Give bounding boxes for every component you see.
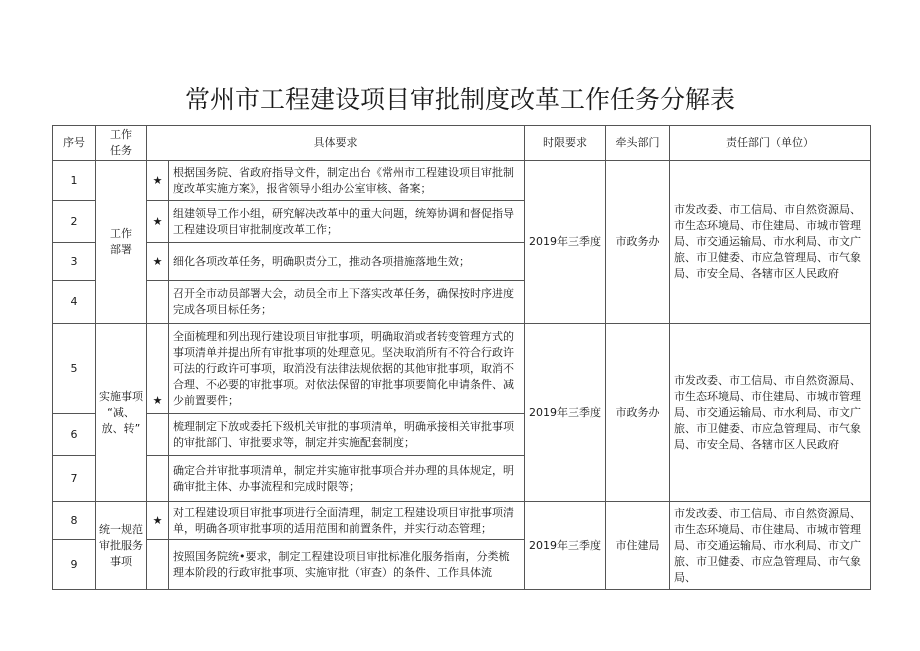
star-icon: ★	[147, 324, 169, 414]
header-task-line2: 任务	[110, 144, 132, 157]
responsible-cell: 市发改委、市工信局、市自然资源局、市生态环境局、市住建局、市城市管理局、市交通运输局、市水利局、市文广旅、市卫健委、市应急管理局、市气象局、市安全局、各辖市区人民政府	[670, 324, 871, 502]
group-task-line: 放、转”	[101, 421, 141, 435]
table-row	[53, 324, 871, 414]
group-task-line: 审批服务	[99, 538, 143, 552]
header-task	[96, 126, 147, 161]
page-title: 常州市工程建设项目审批制度改革工作任务分解表	[184, 85, 735, 114]
row-index: 5	[53, 324, 96, 414]
row-index: 9	[53, 540, 96, 590]
deadline-cell: 2019年三季度	[525, 324, 606, 502]
star-icon: ★	[147, 502, 169, 540]
header-row	[53, 126, 871, 161]
group-task-line: 统一规范	[99, 522, 143, 536]
header-lead: 牵头部门	[606, 126, 670, 161]
row-index: 1	[53, 161, 96, 201]
requirement-text: 细化各项改革任务，明确职责分工，推动各项措施落地生效；	[169, 243, 525, 281]
group-task-line: 实施事项	[99, 389, 143, 403]
table-row	[53, 502, 871, 540]
header-index: 序号	[53, 126, 96, 161]
deadline-cell: 2019年三季度	[525, 502, 606, 590]
star-icon: ★	[147, 161, 169, 201]
group-task-line: 部署	[110, 243, 132, 256]
star-icon: ★	[147, 243, 169, 281]
group-task	[96, 161, 147, 324]
requirement-text: 根据国务院、省政府指导文件，制定出台《常州市工程建设项目审批制度改革实施方案》，报省领导小组办公室审核、备案；	[169, 161, 525, 201]
group-task-line: “减、	[107, 405, 135, 419]
requirement-text: 全面梳理和列出现行建设项目审批事项，明确取消或者转变管理方式的事项清单并提出所有审批事项的处理意见。坚决取消所有不符合行政许可法的行政许可事项，取消没有法律法规依据的其他审批事项，取消不合理、不必要的审批事项。对依法保留的审批事项要简化申请条件、减少前置要件；	[169, 324, 525, 414]
star-icon: ★	[147, 201, 169, 243]
group-task	[96, 502, 147, 590]
row-index: 6	[53, 414, 96, 456]
requirement-text: 组建领导工作小组，研究解决改革中的重大问题，统筹协调和督促指导工程建设项目审批制度改革工作；	[169, 201, 525, 243]
responsible-cell: 市发改委、市工信局、市自然资源局、市生态环境局、市住建局、市城市管理局、市交通运输局、市水利局、市文广旅、市卫健委、市应急管理局、市气象局、市安全局、各辖市区人民政府	[670, 161, 871, 324]
group-task-line: 事项	[110, 554, 132, 568]
row-index: 8	[53, 502, 96, 540]
group-task-line: 工作	[110, 227, 132, 240]
requirement-text: 梳理制定下放或委托下级机关审批的事项清单，明确承接相关审批事项的审批部门、审批要求等，制定并实施配套制度；	[169, 414, 525, 456]
row-index: 2	[53, 201, 96, 243]
requirement-text: 对工程建设项目审批事项进行全面清理，制定工程建设项目审批事项清单，明确各项审批事项的适用范围和前置条件，并实行动态管理；	[169, 502, 525, 540]
requirement-text: 召开全市动员部署大会，动员全市上下落实改革任务，确保按时序进度完成各项目标任务；	[169, 281, 525, 324]
header-deadline: 时限要求	[525, 126, 606, 161]
row-index: 7	[53, 456, 96, 502]
task-table	[52, 125, 871, 590]
table-row	[53, 161, 871, 201]
lead-cell: 市政务办	[606, 324, 670, 502]
row-index: 3	[53, 243, 96, 281]
header-requirement: 具体要求	[147, 126, 525, 161]
header-task-line1: 工作	[110, 128, 132, 141]
lead-cell: 市政务办	[606, 161, 670, 324]
requirement-text: 按照国务院统•要求，制定工程建设项目审批标准化服务指南，分类梳理本阶段的行政审批事项、实施审批（审查）的条件、工作具体流	[169, 540, 525, 590]
responsible-cell: 市发改委、市工信局、市自然资源局、市生态环境局、市住建局、市城市管理局、市交通运输局、市水利局、市文广旅、市卫健委、市应急管理局、市气象局、	[670, 502, 871, 590]
deadline-cell: 2019年三季度	[525, 161, 606, 324]
requirement-text: 确定合并审批事项清单，制定并实施审批事项合并办理的具体规定，明确审批主体、办事流程和完成时限等；	[169, 456, 525, 502]
row-index: 4	[53, 281, 96, 324]
group-task	[96, 324, 147, 502]
lead-cell: 市住建局	[606, 502, 670, 590]
header-responsible: 责任部门（单位）	[670, 126, 871, 161]
